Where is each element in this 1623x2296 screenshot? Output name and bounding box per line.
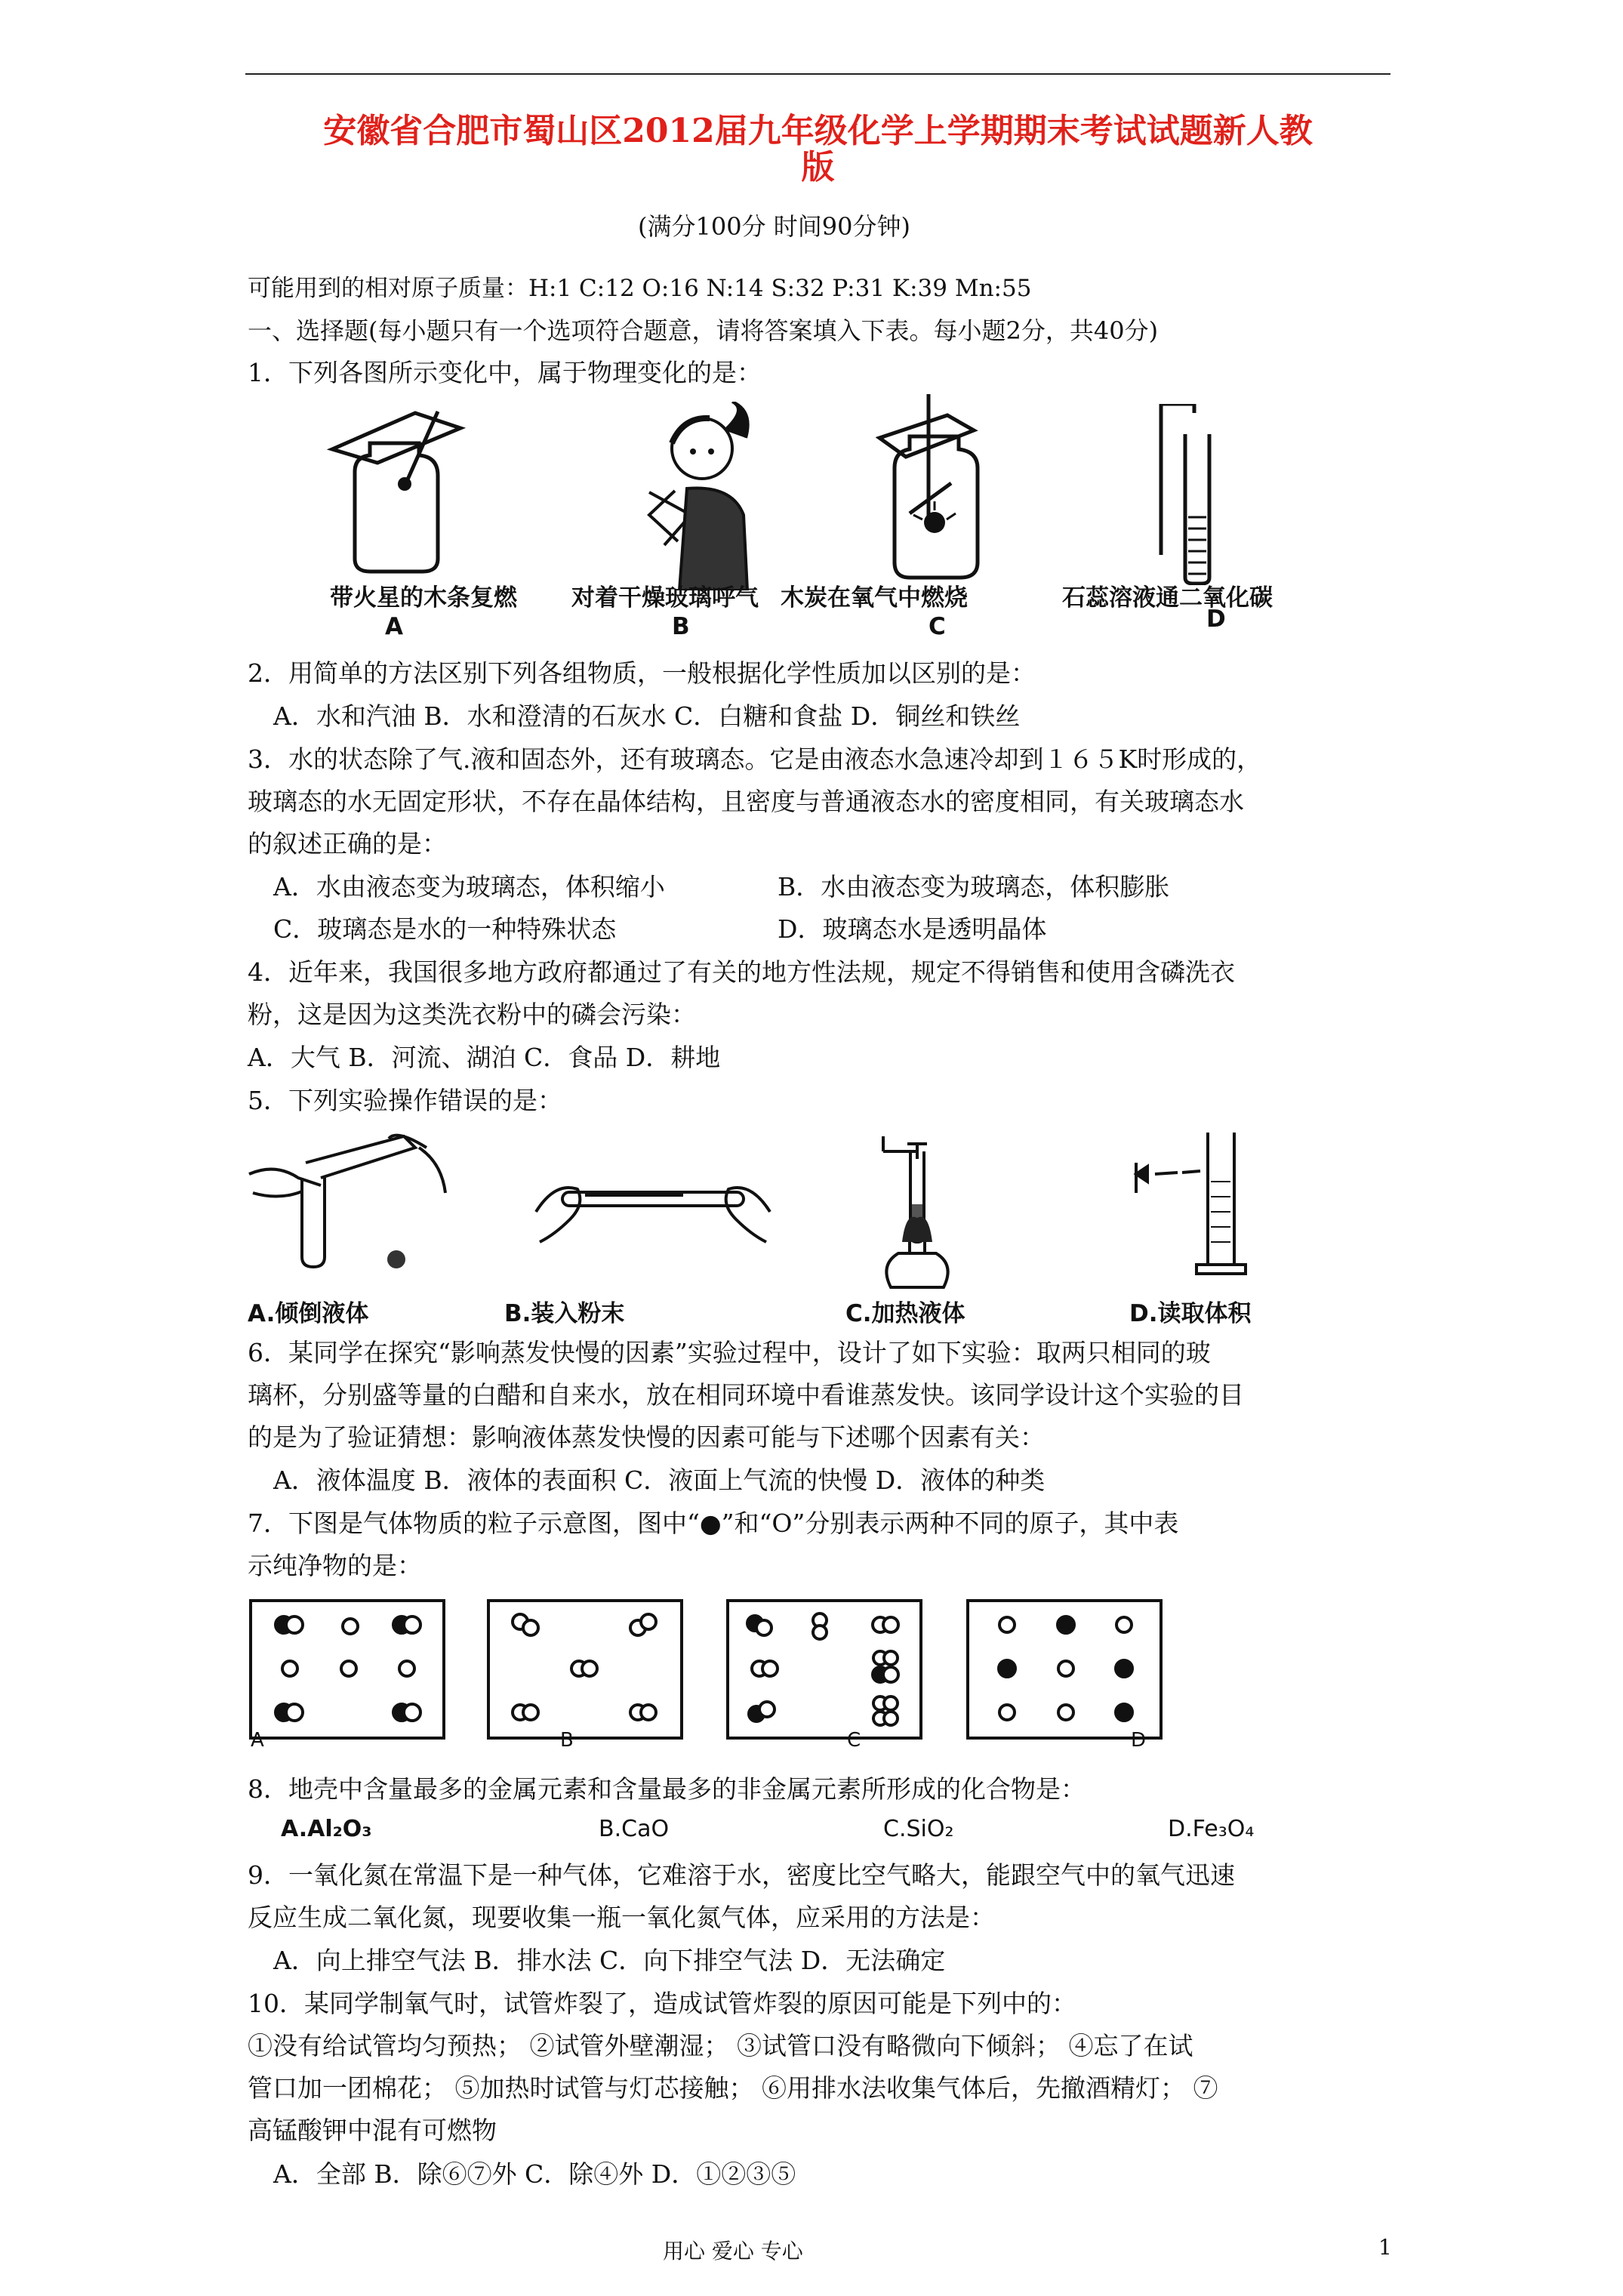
q3-option-a: A．水由液态变为玻璃态，体积缩小 (273, 872, 665, 901)
q6-options: A．液体温度 B．液体的表面积 C．液面上气流的快慢 D．液体的种类 (273, 1465, 1046, 1495)
q7-particles-b (490, 1602, 680, 1737)
q7-particles-c (729, 1602, 919, 1737)
q7-line1: 7．下图是气体物质的粒子示意图，图中“●”和“O”分别表示两种不同的原子，其中表 (248, 1509, 1179, 1538)
q9-line1: 9．一氧化氮在常温下是一种气体，它难溶于水，密度比空气略大，能跟空气中的氧气迅速 (248, 1860, 1235, 1890)
q1-caption-b: 对着干燥玻璃呼气 (571, 584, 759, 612)
q8-option-b: B.CaO (599, 1816, 670, 1842)
q7-box-d (966, 1599, 1163, 1740)
score-time: (满分100分 时间90分钟) (638, 212, 910, 241)
page-number: 1 (1378, 2235, 1392, 2260)
q1-figure-a-jar (325, 404, 468, 581)
q3-line3: 的叙述正确的是： (248, 829, 447, 858)
q8-option-c: C.SiO₂ (883, 1816, 954, 1842)
footer-slogan: 用心 爱心 专心 (663, 2239, 803, 2264)
q5-caption-b: B.装入粉末 (504, 1300, 625, 1327)
q2-options: A．水和汽油 B．水和澄清的石灰水 C．白糖和食盐 D．铜丝和铁丝 (273, 701, 1021, 731)
q6-line1: 6．某同学在探究“影响蒸发快慢的因素”实验过程中，设计了如下实验：取两只相同的玻 (248, 1338, 1211, 1367)
q1-letter-a: A (385, 613, 403, 640)
q10-options: A．全部 B．除⑥⑦外 C．除④外 D．①②③⑤ (273, 2159, 796, 2189)
header-rule (245, 73, 1390, 75)
q10-line3: 高锰酸钾中混有可燃物 (248, 2116, 497, 2145)
section-heading: 一、选择题(每小题只有一个选项符合题意，请将答案填入下表。每小题2分，共40分) (248, 316, 1159, 345)
q8-stem: 8．地壳中含量最多的金属元素和含量最多的非金属元素所形成的化合物是： (248, 1774, 1086, 1804)
q7-letter-c: C (847, 1729, 861, 1752)
q8-option-d: D.Fe₃O₄ (1168, 1816, 1255, 1842)
q5-caption-d: D.读取体积 (1129, 1300, 1252, 1327)
q5-figure-a-pouring (245, 1133, 449, 1268)
q6-line3: 的是为了验证猜想：影响液体蒸发快慢的因素可能与下述哪个因素有关： (248, 1422, 1045, 1452)
q5-figure-b-powder (532, 1166, 774, 1250)
q5-stem: 5．下列实验操作错误的是： (248, 1086, 562, 1115)
q8-option-a: A.Al₂O₃ (281, 1816, 372, 1842)
q7-letter-d: D (1131, 1729, 1147, 1752)
page-title: 安徽省合肥市蜀山区2012届九年级化学上学期期末考试试题新人教 (323, 112, 1313, 150)
q7-box-a (249, 1599, 445, 1740)
q1-caption-c: 木炭在氧气中燃烧 (781, 584, 968, 612)
q7-particles-d (969, 1602, 1160, 1737)
q1-figure-b-girl (619, 402, 762, 590)
q9-line2: 反应生成二氧化氮，现要收集一瓶一氧化氮气体，应采用的方法是： (248, 1903, 995, 1932)
q1-figure-d-tube (1155, 404, 1215, 585)
q5-caption-c: C.加热液体 (845, 1300, 965, 1327)
q5-figure-c-heating (861, 1129, 974, 1291)
q10-line2: 管口加一团棉花； ⑤加热时试管与灯芯接触； ⑥用排水法收集气体后，先撤酒精灯； ⑦ (248, 2073, 1218, 2103)
q1-letter-d: D (1206, 606, 1226, 633)
q7-line2: 示纯净物的是： (248, 1551, 422, 1580)
atomic-mass-line: 可能用到的相对原子质量：H:1 C:12 O:16 N:14 S:32 P:31 K:39 Mn:55 (248, 275, 1032, 302)
q6-line2: 璃杯，分别盛等量的白醋和自来水，放在相同环境中看谁蒸发快。该同学设计这个实验的目 (248, 1380, 1244, 1410)
q1-figure-c-jar (876, 393, 989, 585)
q3-option-d: D．玻璃态水是透明晶体 (778, 914, 1047, 944)
q1-caption-d: 石蕊溶液通二氧化碳 (1062, 584, 1273, 612)
q3-line1: 3．水的状态除了气.液和固态外，还有玻璃态。它是由液态水急速冷却到１６５K时形成的， (248, 744, 1262, 774)
q3-line2: 玻璃态的水无固定形状，不存在晶体结构，且密度与普通液态水的密度相同，有关玻璃态水 (248, 787, 1244, 816)
q7-letter-b: B (560, 1729, 574, 1752)
q4-line2: 粉，这是因为这类洗衣粉中的磷会污染： (248, 1000, 696, 1029)
q10-line1: ①没有给试管均匀预热； ②试管外壁潮湿； ③试管口没有略微向下倾斜； ④忘了在试 (248, 2031, 1193, 2060)
q1-letter-b: B (672, 613, 690, 640)
q1-caption-a: 带火星的木条复燃 (330, 584, 517, 612)
page-title-cont: 版 (801, 148, 835, 186)
q5-caption-a: A.倾倒液体 (248, 1300, 369, 1327)
q7-box-c (726, 1599, 922, 1740)
q9-options: A．向上排空气法 B．排水法 C．向下排空气法 D．无法确定 (273, 1946, 946, 1975)
q3-option-c: C．玻璃态是水的一种特殊状态 (273, 914, 617, 944)
q3-option-b: B．水由液态变为玻璃态，体积膨胀 (778, 872, 1170, 901)
q4-options: A．大气 B．河流、湖泊 C．食品 D．耕地 (248, 1043, 721, 1072)
q2-stem: 2．用简单的方法区别下列各组物质，一般根据化学性质加以区别的是： (248, 658, 1036, 688)
q1-letter-c: C (929, 613, 946, 640)
q4-line1: 4．近年来，我国很多地方政府都通过了有关的地方性法规，规定不得销售和使用含磷洗衣 (248, 957, 1235, 987)
q7-particles-a (252, 1602, 442, 1737)
q10-stem: 10．某同学制氧气时，试管炸裂了，造成试管炸裂的原因可能是下列中的： (248, 1989, 1076, 2018)
q7-letter-a: A (251, 1729, 264, 1752)
q5-figure-d-reading (1132, 1129, 1253, 1280)
q7-box-b (487, 1599, 683, 1740)
q1-stem: 1．下列各图所示变化中，属于物理变化的是： (248, 358, 762, 387)
